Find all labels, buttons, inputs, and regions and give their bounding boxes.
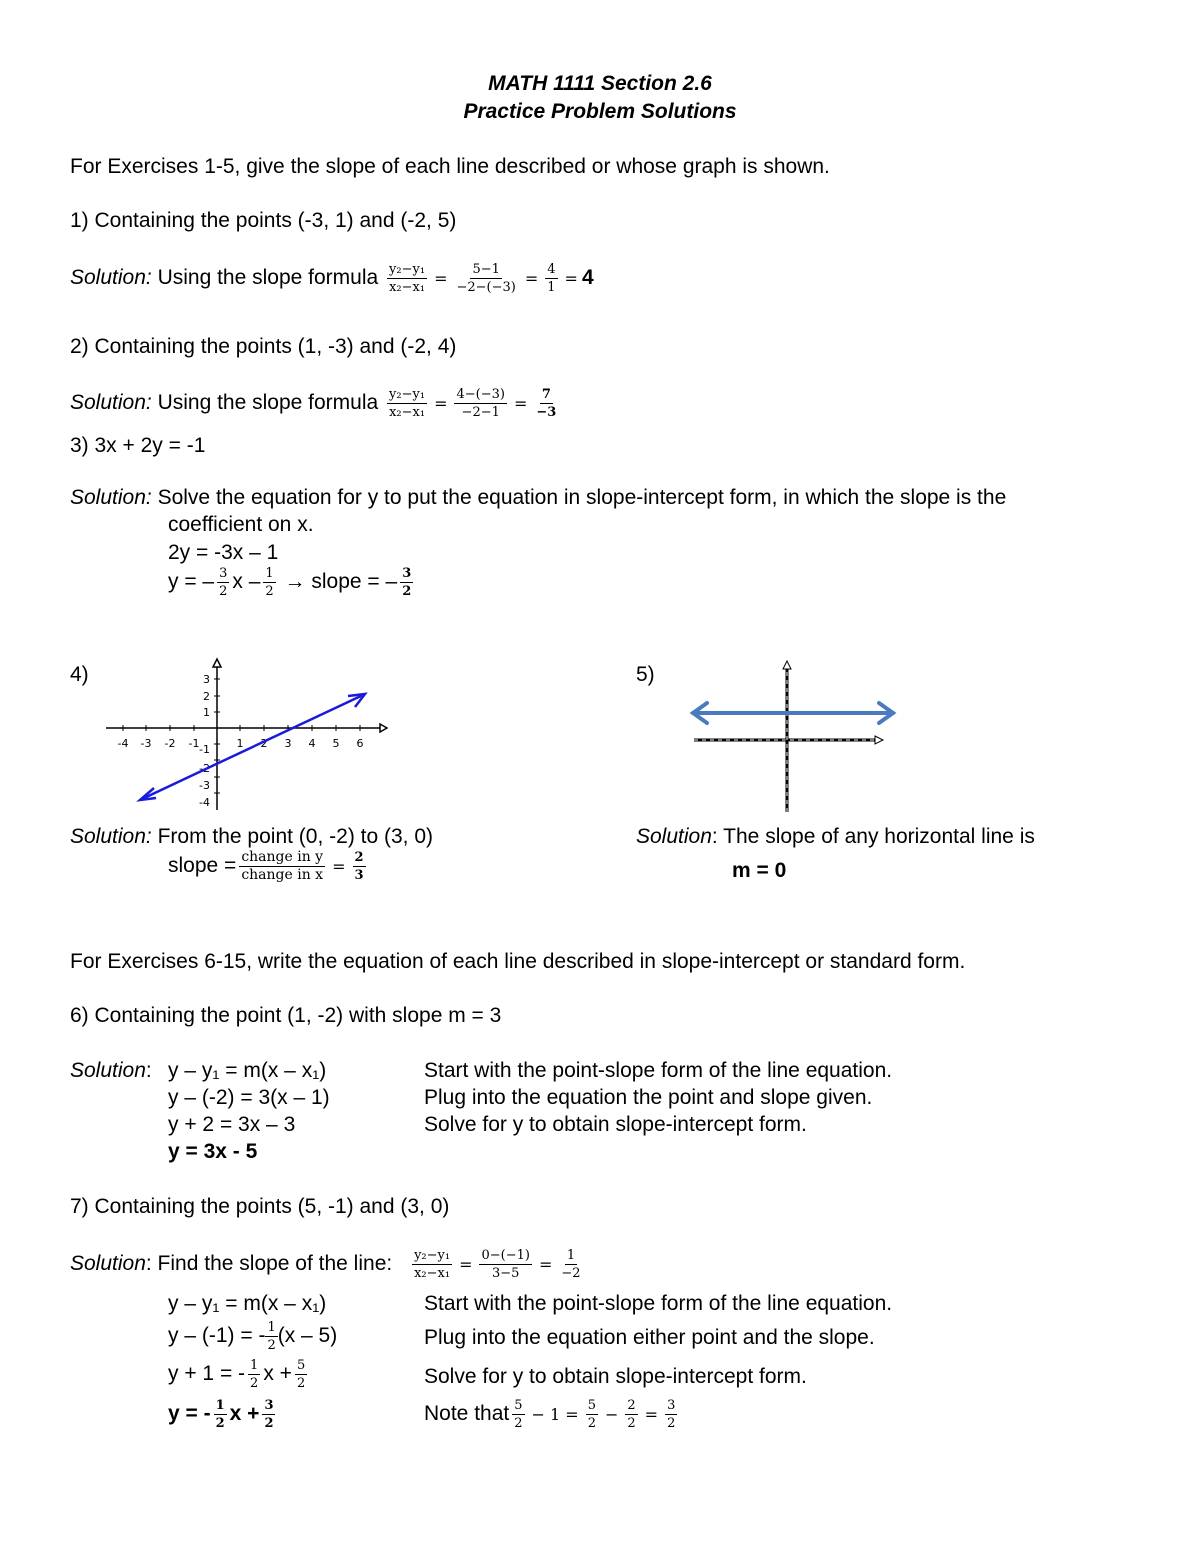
instructions-1: For Exercises 1-5, give the slope of each line described or whose graph is shown.: [70, 155, 830, 178]
problem-5-label: 5): [636, 663, 655, 686]
x-tick-label: 5: [332, 737, 340, 750]
axes: [106, 659, 387, 810]
problem-1-question: 1) Containing the points (-3, 1) and (-2, 5): [70, 209, 457, 232]
x-tick-label: -4: [117, 737, 129, 750]
x-tick-label: 4: [308, 737, 316, 750]
solution-label: Solution: [636, 825, 712, 848]
problem-6-step: y – (-2) = 3(x – 1): [168, 1086, 330, 1109]
y-tick-label: 3: [203, 673, 210, 686]
problem-7-note: Solve for y to obtain slope-intercept form.: [424, 1365, 807, 1388]
axes: [694, 661, 883, 812]
x-tick-label: 3: [284, 737, 292, 750]
problem-7-step: y + 1 = - $\frac{1}{2}$ x + $\frac{5}{2}$: [168, 1358, 306, 1391]
y-tick-label: 2: [203, 690, 210, 703]
solution-label: Solution:: [70, 391, 152, 415]
page-subtitle: Practice Problem Solutions: [463, 100, 737, 123]
horizontal-line: [693, 703, 893, 723]
answer: 4: [581, 266, 594, 290]
y-tick-label: -1: [199, 743, 210, 756]
problem-7-answer: y = - $\frac{1}{2}$ x + $\frac{3}{2}$: [168, 1398, 274, 1431]
problem-6-step: y – y₁ = m(x – x₁): [168, 1059, 327, 1082]
problem-7-note: Note that $\frac{5}{2}$ − 1 = $\frac{5}{2}$ − $\frac{2}{2}$ = $\frac{3}{2}$: [424, 1398, 676, 1431]
problem-2-question: 2) Containing the points (1, -3) and (-2, 4): [70, 335, 457, 358]
solution-label: Solution: [70, 1252, 146, 1276]
problem-7-note: Plug into the equation either point and the slope.: [424, 1326, 875, 1349]
fraction: $\frac{5-1}{-2-(-3)}$: [456, 262, 516, 295]
problem-4-label: 4): [70, 663, 89, 686]
x-tick-label: -3: [140, 737, 152, 750]
x-tick-label: -2: [164, 737, 176, 750]
problem-7-solution: Solution: Find the slope of the line: $\frac{\text{y₂−y₁}}{\text{x₂−x₁}}$ = $\frac{0-(-1)}{3-5}$ = $\frac{1}{-2}$: [70, 1248, 581, 1281]
problem-6-step: y + 2 = 3x – 3: [168, 1113, 296, 1136]
problem-7-step: y – y₁ = m(x – x₁): [168, 1292, 327, 1315]
problem-6-note: Plug into the equation the point and slope given.: [424, 1086, 873, 1109]
problem-7-question: 7) Containing the points (5, -1) and (3, 0): [70, 1195, 450, 1218]
problem-3-solution-line2: coefficient on x.: [168, 513, 314, 536]
x-tick-label: -1: [188, 737, 200, 750]
problem-6-question: 6) Containing the point (1, -2) with slope m = 3: [70, 1004, 502, 1027]
answer-fraction: $\frac{7}{-3}$: [536, 387, 557, 420]
x-tick-label: 6: [356, 737, 364, 750]
problem-6-note: Solve for y to obtain slope-intercept form.: [424, 1113, 807, 1136]
problem-1-solution: Solution: Using the slope formula $\frac{\text{y₂−y₁}}{\text{x₂−x₁}}$ = $\frac{5-1}{-2-(-3)}$ = $\frac{4}{1}$ = 4: [70, 262, 594, 295]
y-tick-label: -3: [199, 779, 210, 792]
y-tick-label: 1: [203, 706, 210, 719]
solution-label: Solution:: [70, 825, 152, 848]
problem-6-note: Start with the point-slope form of the line equation.: [424, 1059, 893, 1082]
problem-5-graph: [685, 655, 900, 815]
page-title: MATH 1111 Section 2.6: [488, 72, 712, 95]
solution-text: Using the slope formula: [157, 391, 379, 415]
x-tick-label: 2: [260, 737, 268, 750]
fraction: $\frac{4}{1}$: [547, 262, 556, 295]
problem-6-solution-label: Solution:: [70, 1059, 152, 1082]
problem-2-solution: Solution: Using the slope formula $\frac{\text{y₂−y₁}}{\text{x₂−x₁}}$ = $\frac{4-(-3)}{-2-1}$ = $\frac{7}{-3}$: [70, 387, 557, 420]
problem-4-graph: [100, 655, 395, 815]
problem-4-solution: Solution: From the point (0, -2) to (3, 0): [70, 825, 434, 848]
problem-6-answer: y = 3x - 5: [168, 1140, 258, 1163]
problem-3-step1: 2y = -3x – 1: [168, 541, 279, 564]
problem-3-solution-line1: Solution: Solve the equation for y to put the equation in slope-intercept form, in which the slope is the: [70, 486, 1007, 509]
problem-5-answer: m = 0: [732, 859, 787, 882]
instructions-2: For Exercises 6-15, write the equation of each line described in slope-intercept or standard form.: [70, 950, 966, 973]
fraction: $\frac{\text{y₂−y₁}}{\text{x₂−x₁}}$: [389, 262, 426, 295]
y-tick-label: -4: [199, 796, 210, 809]
solution-text: Using the slope formula: [157, 266, 379, 290]
problem-5-solution: Solution: The slope of any horizontal line is: [636, 825, 1035, 848]
fraction: $\frac{4-(-3)}{-2-1}$: [456, 387, 505, 420]
solution-label: Solution:: [70, 486, 152, 509]
y-tick-label: -2: [199, 762, 210, 775]
problem-7-step: y – (-1) = - $\frac{1}{2}$ (x – 5): [168, 1320, 338, 1353]
problem-3-step2: y = – $\frac{3}{2}$ x – $\frac{1}{2}$ → slope = – $\frac{3}{2}$: [168, 566, 412, 599]
problem-3-question: 3) 3x + 2y = -1: [70, 434, 206, 457]
problem-4-slope: slope = $\frac{\text{change in y}}{\text{change in x}}$ = $\frac{2}{3}$: [168, 849, 364, 883]
fraction: $\frac{\text{y₂−y₁}}{\text{x₂−x₁}}$: [389, 387, 426, 420]
x-tick-label: 1: [236, 737, 244, 750]
solution-label: Solution:: [70, 266, 152, 290]
problem-7-note: Start with the point-slope form of the line equation.: [424, 1292, 893, 1315]
